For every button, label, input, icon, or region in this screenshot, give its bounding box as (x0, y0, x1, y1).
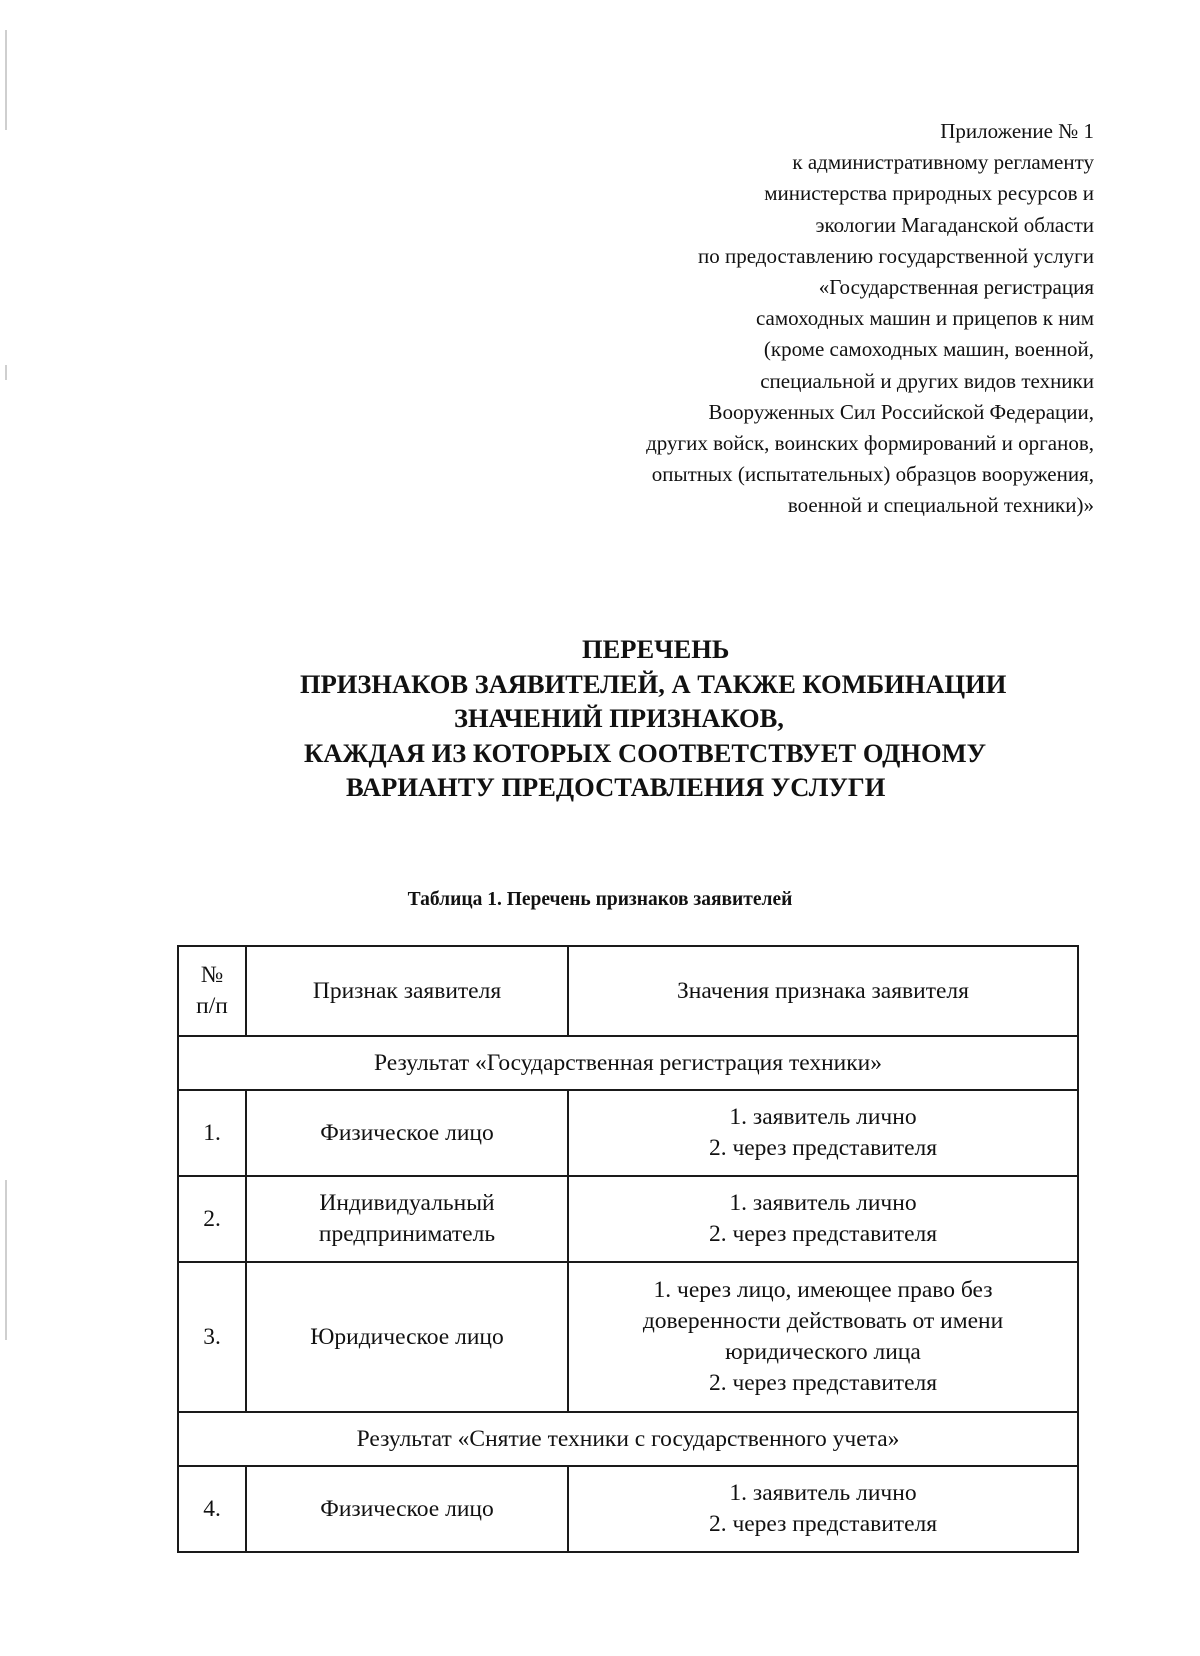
appendix-line: Вооруженных Сил Российской Федерации, (708, 399, 1094, 424)
appendix-line: экологии Магаданской области (815, 212, 1094, 237)
appendix-header (646, 116, 1094, 522)
attribute-line: Физическое лицо (320, 1119, 494, 1146)
row-values (568, 1262, 1078, 1412)
value-line: 2. через представителя (708, 1370, 938, 1396)
value-line: 1. заявитель лично (729, 1190, 917, 1216)
value-line: 1. через лицо, имеющее право без (653, 1277, 993, 1303)
title-line: ВАРИАНТУ ПРЕДОСТАВЛЕНИЯ УСЛУГИ (346, 772, 886, 802)
table-row (178, 1176, 1078, 1262)
value-line: доверенности действовать от имени (642, 1308, 1004, 1334)
header-number-abbr: п/п (196, 993, 228, 1019)
row-attribute (246, 1090, 568, 1176)
table-row (178, 1466, 1078, 1552)
value-line: 2. через представителя (708, 1135, 938, 1161)
appendix-line: других войск, воинских формирований и органов, (646, 431, 1094, 456)
table-row (178, 1262, 1078, 1412)
value-line: юридического лица (725, 1339, 921, 1365)
value-line: 2. через представителя (708, 1221, 938, 1247)
row-number: 1. (178, 1090, 246, 1176)
appendix-line: самоходных машин и прицепов к ним (755, 306, 1094, 331)
row-number: 2. (178, 1176, 246, 1262)
header-number-sign: № (200, 962, 224, 988)
value-line: 1. заявитель лично (729, 1104, 917, 1130)
header-values-cell: Значения признака заявителя (568, 946, 1078, 1036)
attribute-line: Юридическое лицо (310, 1323, 504, 1350)
title-line: ЗНАЧЕНИЙ ПРИЗНАКОВ, (454, 703, 784, 733)
row-values (568, 1176, 1078, 1262)
title-line: ПРИЗНАКОВ ЗАЯВИТЕЛЕЙ, А ТАКЖЕ КОМБИНАЦИИ (300, 668, 1007, 699)
appendix-line: военной и специальной техники)» (787, 493, 1094, 518)
appendix-line: «Государственная регистрация (818, 275, 1094, 300)
table-caption: Таблица 1. Перечень признаков заявителей (407, 889, 793, 910)
header-number-cell (178, 946, 246, 1036)
table-header-row (178, 946, 1078, 1036)
section-deregistration: Результат «Снятие техники с государственного учета» (178, 1412, 1078, 1466)
section-row (178, 1412, 1078, 1466)
scan-edge-mark-bottom (5, 1180, 7, 1340)
applicant-attributes-table (177, 945, 1079, 1553)
value-line: 2. через представителя (708, 1511, 938, 1537)
appendix-line: специальной и других видов техники (760, 368, 1094, 393)
scan-edge-mark-middle (5, 365, 7, 380)
value-line: 1. заявитель лично (729, 1480, 917, 1506)
appendix-line: к административному регламенту (792, 150, 1094, 175)
appendix-line: министерства природных ресурсов и (764, 181, 1094, 206)
row-attribute (246, 1466, 568, 1552)
section-row (178, 1036, 1078, 1090)
title-line: ПЕРЕЧЕНЬ (582, 634, 730, 664)
document-title (300, 632, 1006, 805)
row-values (568, 1466, 1078, 1552)
section-registration: Результат «Государственная регистрация техники» (178, 1036, 1078, 1090)
row-attribute (246, 1262, 568, 1412)
row-number: 3. (178, 1262, 246, 1412)
scan-edge-mark-top (5, 30, 7, 130)
row-attribute (246, 1176, 568, 1262)
appendix-line: по предоставлению государственной услуги (698, 243, 1094, 268)
title-line: КАЖДАЯ ИЗ КОТОРЫХ СООТВЕТСТВУЕТ ОДНОМУ (304, 737, 987, 768)
appendix-line: (кроме самоходных машин, военной, (763, 337, 1094, 362)
appendix-line: опытных (испытательных) образцов вооружения, (651, 462, 1094, 487)
appendix-line: Приложение № 1 (940, 119, 1094, 143)
attribute-line: Физическое лицо (320, 1495, 494, 1522)
table-row (178, 1090, 1078, 1176)
row-number: 4. (178, 1466, 246, 1552)
row-values (568, 1090, 1078, 1176)
header-attribute-cell: Признак заявителя (246, 946, 568, 1036)
attribute-line: предприниматель (318, 1221, 496, 1247)
attribute-line: Индивидуальный (319, 1190, 495, 1216)
